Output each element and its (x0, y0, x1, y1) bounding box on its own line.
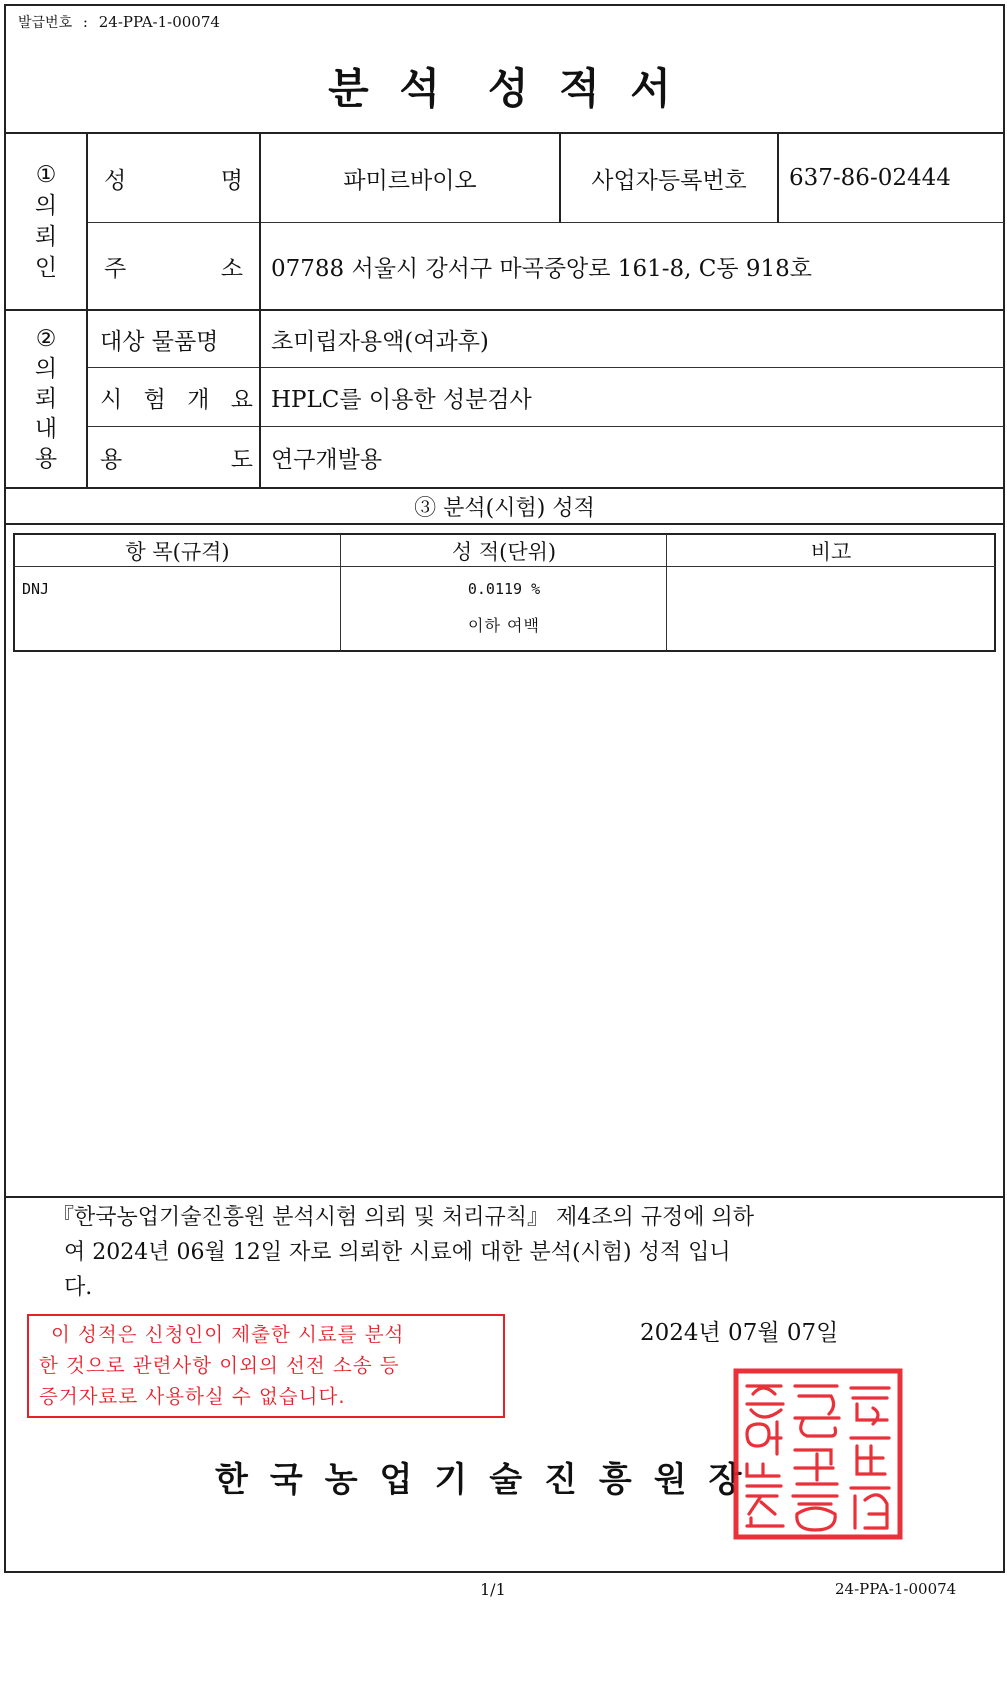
divider (5, 1196, 1004, 1198)
label-char: 용 (100, 447, 123, 473)
product-label: 대상 물품명 (100, 328, 219, 355)
divider (86, 222, 1004, 223)
label-char: 용 (34, 446, 58, 472)
business-number-value: 637-86-02444 (789, 165, 951, 191)
label-char: 주 (104, 256, 127, 282)
issue-separator: : (82, 13, 88, 31)
label-char: 시 (100, 387, 123, 413)
product-value: 초미립자용액(여과후) (271, 328, 489, 355)
table-cell-result: 0.0119 % (467, 580, 541, 598)
issue-label: 발급번호 (18, 15, 73, 31)
usage-value: 연구개발용 (271, 447, 383, 473)
statement-line: 『한국농업기술진흥원 분석시험 의뢰 및 처리규칙』 제4조의 규정에 의하 (52, 1205, 755, 1230)
business-number-label: 사업자등록번호 (591, 167, 747, 194)
label-char: 내 (34, 416, 58, 442)
notice-line: 증거자료로 사용하실 수 없습니다. (39, 1385, 346, 1408)
official-seal-icon (733, 1368, 903, 1540)
label-char: 요 (230, 387, 253, 413)
statement-paragraph (52, 1200, 972, 1305)
label-char: 뢰 (34, 386, 58, 412)
circled-number-1: ① (35, 161, 57, 188)
table-cell-item: DNJ (22, 580, 50, 598)
page-title (0, 56, 1007, 116)
label-char: 험 (143, 387, 166, 413)
footer-document-id: 24-PPA-1-00074 (835, 1580, 957, 1598)
label-char: 성 (104, 167, 127, 194)
test-overview-label (88, 369, 259, 426)
circled-number-2: ② (35, 326, 57, 352)
address-value: 07788 서울시 강서구 마곡중앙로 161-8, C동 918호 (271, 256, 812, 282)
divider (86, 367, 1004, 368)
divider (666, 534, 667, 651)
section2-label (6, 311, 86, 487)
label-char: 뢰 (34, 223, 58, 250)
page-number: 1/1 (480, 1580, 506, 1599)
title-part-2: 성 적 서 (487, 64, 679, 113)
statement-line: 다. (64, 1275, 93, 1300)
name-label (88, 134, 259, 222)
issuer-name: 한국농업기술진흥원장 (215, 1460, 764, 1500)
label-char: 개 (187, 387, 210, 413)
label-char: 의 (34, 356, 58, 382)
usage-label (88, 428, 259, 487)
issue-number-line (18, 12, 220, 32)
divider (5, 523, 1004, 525)
test-overview-value: HPLC를 이용한 성분검사 (271, 387, 532, 413)
label-char: 도 (230, 447, 253, 473)
title-part-1: 분 석 (328, 64, 448, 113)
section1-label (6, 134, 86, 309)
divider (340, 534, 341, 651)
label-char: 인 (34, 254, 58, 281)
column-header-result: 성 적(단위) (451, 539, 557, 564)
statement-line: 여 2024년 06월 12일 자로 의뢰한 시료에 대한 분석(시험) 성적 입니 (64, 1240, 731, 1265)
divider (86, 426, 1004, 427)
label-char: 의 (34, 192, 58, 219)
section3-title: ③ 분석(시험) 성적 (414, 495, 595, 521)
notice-line: 한 것으로 관련사항 이외의 선전 소송 등 (39, 1354, 400, 1377)
issue-date: 2024년 07월 07일 (640, 1320, 839, 1346)
divider (13, 566, 996, 567)
column-header-note: 비고 (810, 539, 852, 564)
issue-number: 24-PPA-1-00074 (98, 13, 220, 31)
column-header-item: 항 목(규격) (125, 539, 230, 564)
label-char: 소 (220, 256, 243, 282)
applicant-name: 파미르바이오 (343, 167, 477, 194)
notice-box (27, 1314, 505, 1418)
label-char: 명 (220, 167, 243, 194)
address-label (88, 224, 259, 309)
blank-remark: 이하 여백 (468, 616, 540, 635)
notice-line: 이 성적은 신청인이 제출한 시료를 분석 (51, 1323, 405, 1346)
table-cell-note (668, 568, 994, 650)
